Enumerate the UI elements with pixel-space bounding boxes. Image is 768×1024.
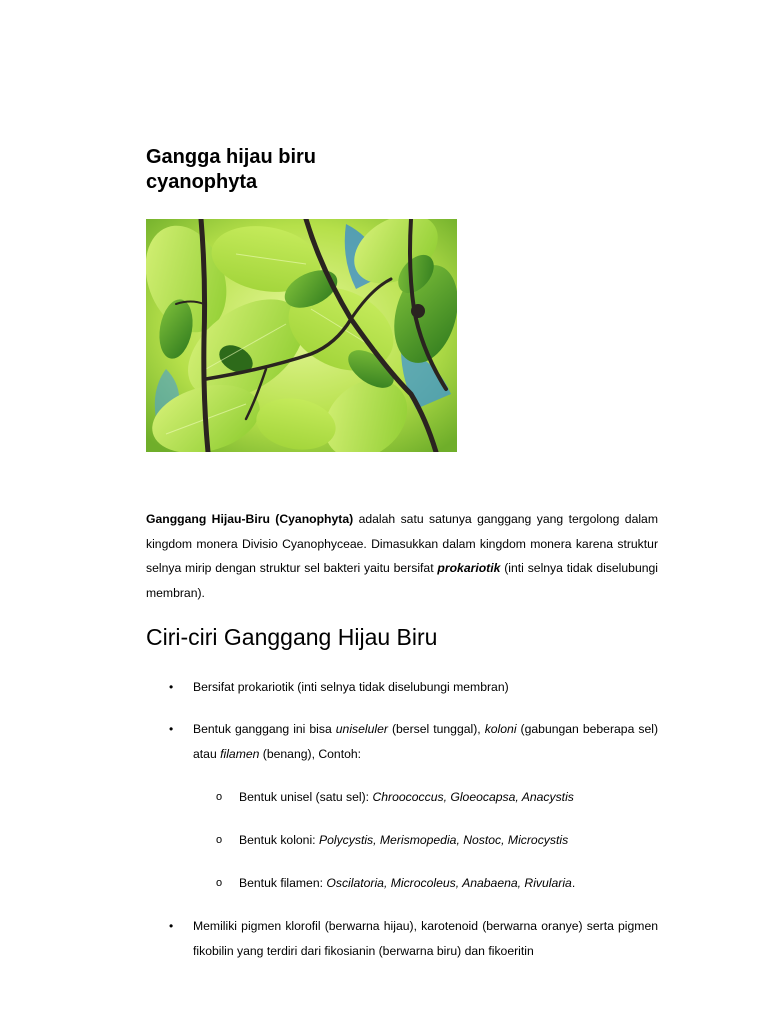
intro-term-prokariotik: prokariotik: [437, 561, 501, 576]
sub-item-text: [239, 785, 659, 810]
text-part: Bentuk ganggang ini bisa: [193, 722, 336, 736]
bullet-icon: •: [169, 919, 174, 933]
intro-text-a: adalah satu satunya ganggang yang tergolong dalam kingdom monera Divisio Cyanophyceae. Dimasukkan dalam kingdom monera karena struktur selnya mirip dengan struktur sel bakteri yaitu bersifat: [146, 512, 658, 576]
sub-item-tail: .: [571, 876, 576, 890]
sub-item-label: Bentuk koloni:: [239, 833, 319, 847]
circle-bullet-icon: o: [216, 877, 223, 889]
title-line-2: cyanophyta: [146, 171, 258, 193]
list-item-text: [193, 717, 658, 766]
sub-item-examples: Oscilatoria, Microcoleus, Anabaena, Rivularia: [326, 876, 572, 890]
intro-text-b: (inti selnya tidak diselubungi membran).: [146, 561, 658, 600]
text-part: (gabungan beberapa sel) atau: [193, 722, 659, 761]
list-item-text: Bersifat prokariotik (inti selnya tidak diselubungi membran): [193, 680, 509, 694]
circle-bullet-icon: o: [216, 834, 223, 846]
section-heading: Ciri-ciri Ganggang Hijau Biru: [146, 624, 438, 650]
sub-item-label: Bentuk filamen:: [239, 876, 327, 890]
term-filamen: filamen: [220, 746, 260, 761]
intro-bold-lead: Ganggang Hijau-Biru (Cyanophyta): [146, 512, 354, 526]
intro-paragraph: [146, 507, 658, 605]
sub-item-examples: Chroococcus, Gloeocapsa, Anacystis: [372, 790, 574, 804]
title-line-1: Gangga hijau biru: [146, 146, 317, 168]
list-item-text: Memiliki pigmen klorofil (berwarna hijau), karotenoid (berwarna oranye) serta pigmen fikobilin yang terdiri dari fikosianin (berwarna biru) dan fikoeritin: [193, 919, 658, 958]
text-part: (bersel tunggal),: [387, 722, 485, 736]
sub-item-text: [239, 871, 659, 896]
bullet-icon: •: [169, 722, 174, 736]
circle-bullet-icon: o: [216, 791, 223, 803]
document-title: [146, 145, 406, 195]
term-uniseluler: uniseluler: [335, 722, 388, 736]
bullet-icon: •: [169, 680, 174, 694]
green-leaves-photo: [146, 219, 457, 452]
sub-item-examples: Polycystis, Merismopedia, Nostoc, Microcystis: [318, 833, 569, 847]
sub-item-text: [239, 828, 659, 853]
term-koloni: koloni: [484, 722, 517, 736]
sub-item-label: Bentuk unisel (satu sel):: [239, 790, 373, 804]
text-part: (benang), Contoh:: [259, 746, 362, 761]
